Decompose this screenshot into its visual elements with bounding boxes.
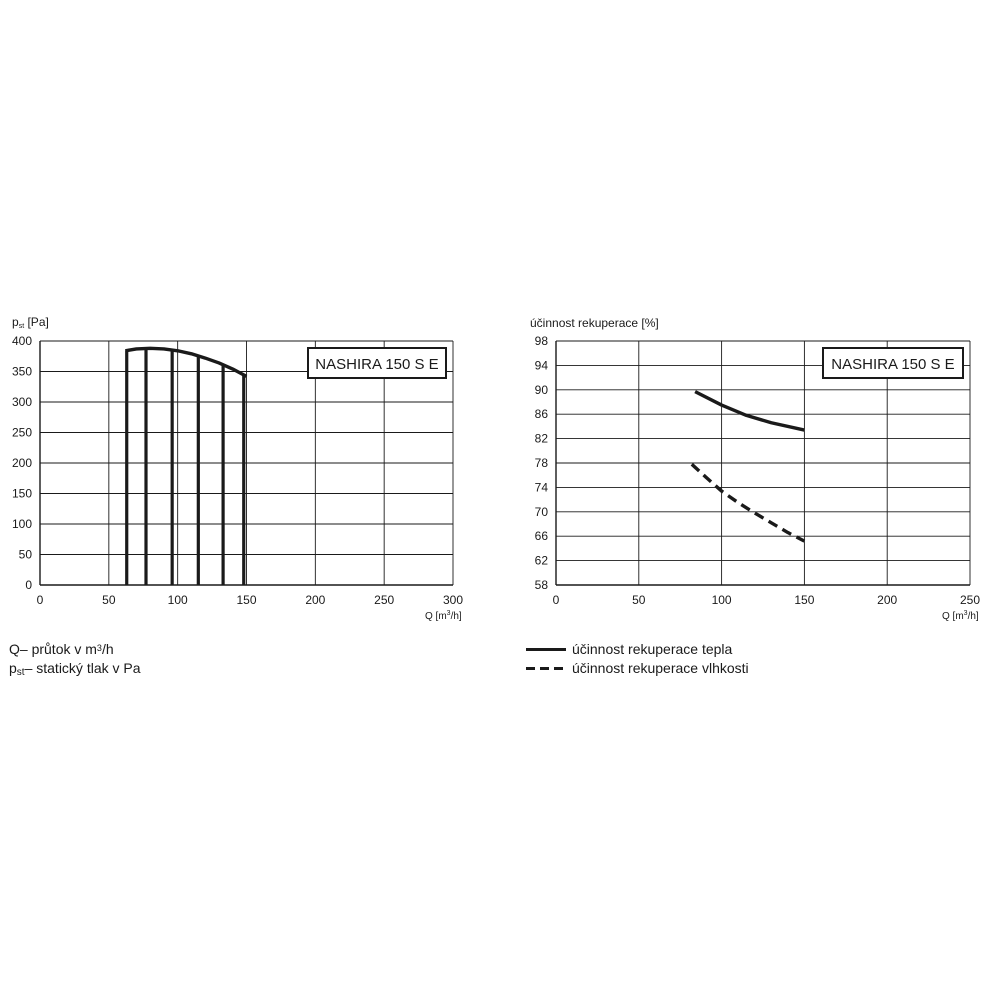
efficiency-x-tick-label: 0 bbox=[552, 593, 560, 607]
pressure-x-tick-label: 250 bbox=[374, 593, 395, 607]
efficiency-y-tick-label: 82 bbox=[534, 431, 548, 446]
efficiency-y-axis-label: účinnost rekuperace [%] bbox=[530, 316, 659, 330]
pressure-y-axis-label: pst [Pa] bbox=[12, 315, 49, 330]
legend-p-symbol: p bbox=[9, 660, 17, 676]
pressure-x-tick-label: 200 bbox=[305, 593, 326, 607]
pressure-x-tick-label: 100 bbox=[167, 593, 188, 607]
pressure-x-tick-label: 0 bbox=[36, 593, 44, 607]
efficiency-x-tick-label: 250 bbox=[959, 593, 981, 607]
legend-q-symbol: Q bbox=[9, 641, 20, 657]
pressure-y-tick-label: 50 bbox=[18, 547, 32, 562]
efficiency-x-tick-label: 100 bbox=[711, 593, 732, 607]
legend-p-sub: st bbox=[16, 667, 25, 678]
efficiency-x-axis-label: Q $[m^3/h]$ bbox=[942, 610, 979, 622]
efficiency-y-tick-label: 70 bbox=[534, 504, 548, 519]
legend-q-sup: 3 bbox=[96, 643, 102, 653]
legend-dashed-label: účinnost rekuperace vlhkosti bbox=[572, 660, 749, 676]
pressure-y-tick-label: 400 bbox=[11, 334, 32, 348]
pressure-x-tick-label: 50 bbox=[102, 593, 116, 607]
efficiency-x-tick-label: 50 bbox=[632, 593, 646, 607]
pressure-y-tick-label: 300 bbox=[11, 395, 32, 409]
efficiency-y-tick-label: 58 bbox=[534, 578, 548, 592]
pressure-x-tick-label: 150 bbox=[236, 593, 257, 607]
legend-p-desc: – statický tlak v Pa bbox=[24, 660, 141, 676]
pressure-y-tick-label: 150 bbox=[11, 486, 32, 501]
efficiency-x-tick-label: 150 bbox=[794, 593, 815, 607]
legend-solid-label: účinnost rekuperace tepla bbox=[572, 641, 733, 657]
efficiency-y-tick-label: 86 bbox=[534, 407, 548, 422]
efficiency-y-tick-label: 90 bbox=[534, 382, 548, 397]
pressure-y-tick-label: 0 bbox=[25, 578, 32, 592]
legend-solid-swatch bbox=[526, 648, 566, 651]
efficiency-series-solid-line bbox=[695, 392, 804, 430]
legend-solid-row bbox=[526, 640, 749, 659]
pressure-y-tick-label: 350 bbox=[11, 364, 32, 379]
pressure-x-tick-label: 300 bbox=[442, 593, 464, 607]
efficiency-y-tick-label: 66 bbox=[534, 529, 548, 544]
pressure-title: NASHIRA 150 S E bbox=[315, 356, 439, 373]
efficiency-y-tick-label: 62 bbox=[534, 553, 548, 568]
pressure-y-tick-label: 100 bbox=[11, 517, 32, 531]
pressure-y-tick-label: 200 bbox=[11, 456, 32, 470]
legend-q-desc: – průtok v m bbox=[19, 641, 97, 657]
efficiency-x-tick-label: 200 bbox=[877, 593, 898, 607]
efficiency-title: NASHIRA 150 S E bbox=[831, 356, 955, 373]
pressure-x-axis-label: Q $[m^3/h]$ bbox=[425, 610, 462, 622]
pressure-series-curve-line bbox=[125, 348, 246, 376]
legend-q-desc-end: /h bbox=[101, 641, 114, 657]
efficiency-y-tick-label: 94 bbox=[534, 358, 548, 373]
efficiency-series-dashed-line bbox=[692, 464, 805, 541]
efficiency-y-tick-label: 78 bbox=[534, 456, 548, 470]
pressure-y-tick-label: 250 bbox=[11, 425, 32, 440]
left-legend bbox=[9, 640, 141, 678]
legend-q-row bbox=[9, 640, 141, 659]
efficiency-y-tick-label: 98 bbox=[534, 334, 548, 348]
legend-dashed-row bbox=[526, 659, 749, 678]
legend-dashed-swatch bbox=[526, 667, 566, 670]
efficiency-y-tick-label: 74 bbox=[534, 480, 548, 495]
legend-p-row bbox=[9, 659, 141, 678]
right-legend bbox=[526, 640, 749, 678]
